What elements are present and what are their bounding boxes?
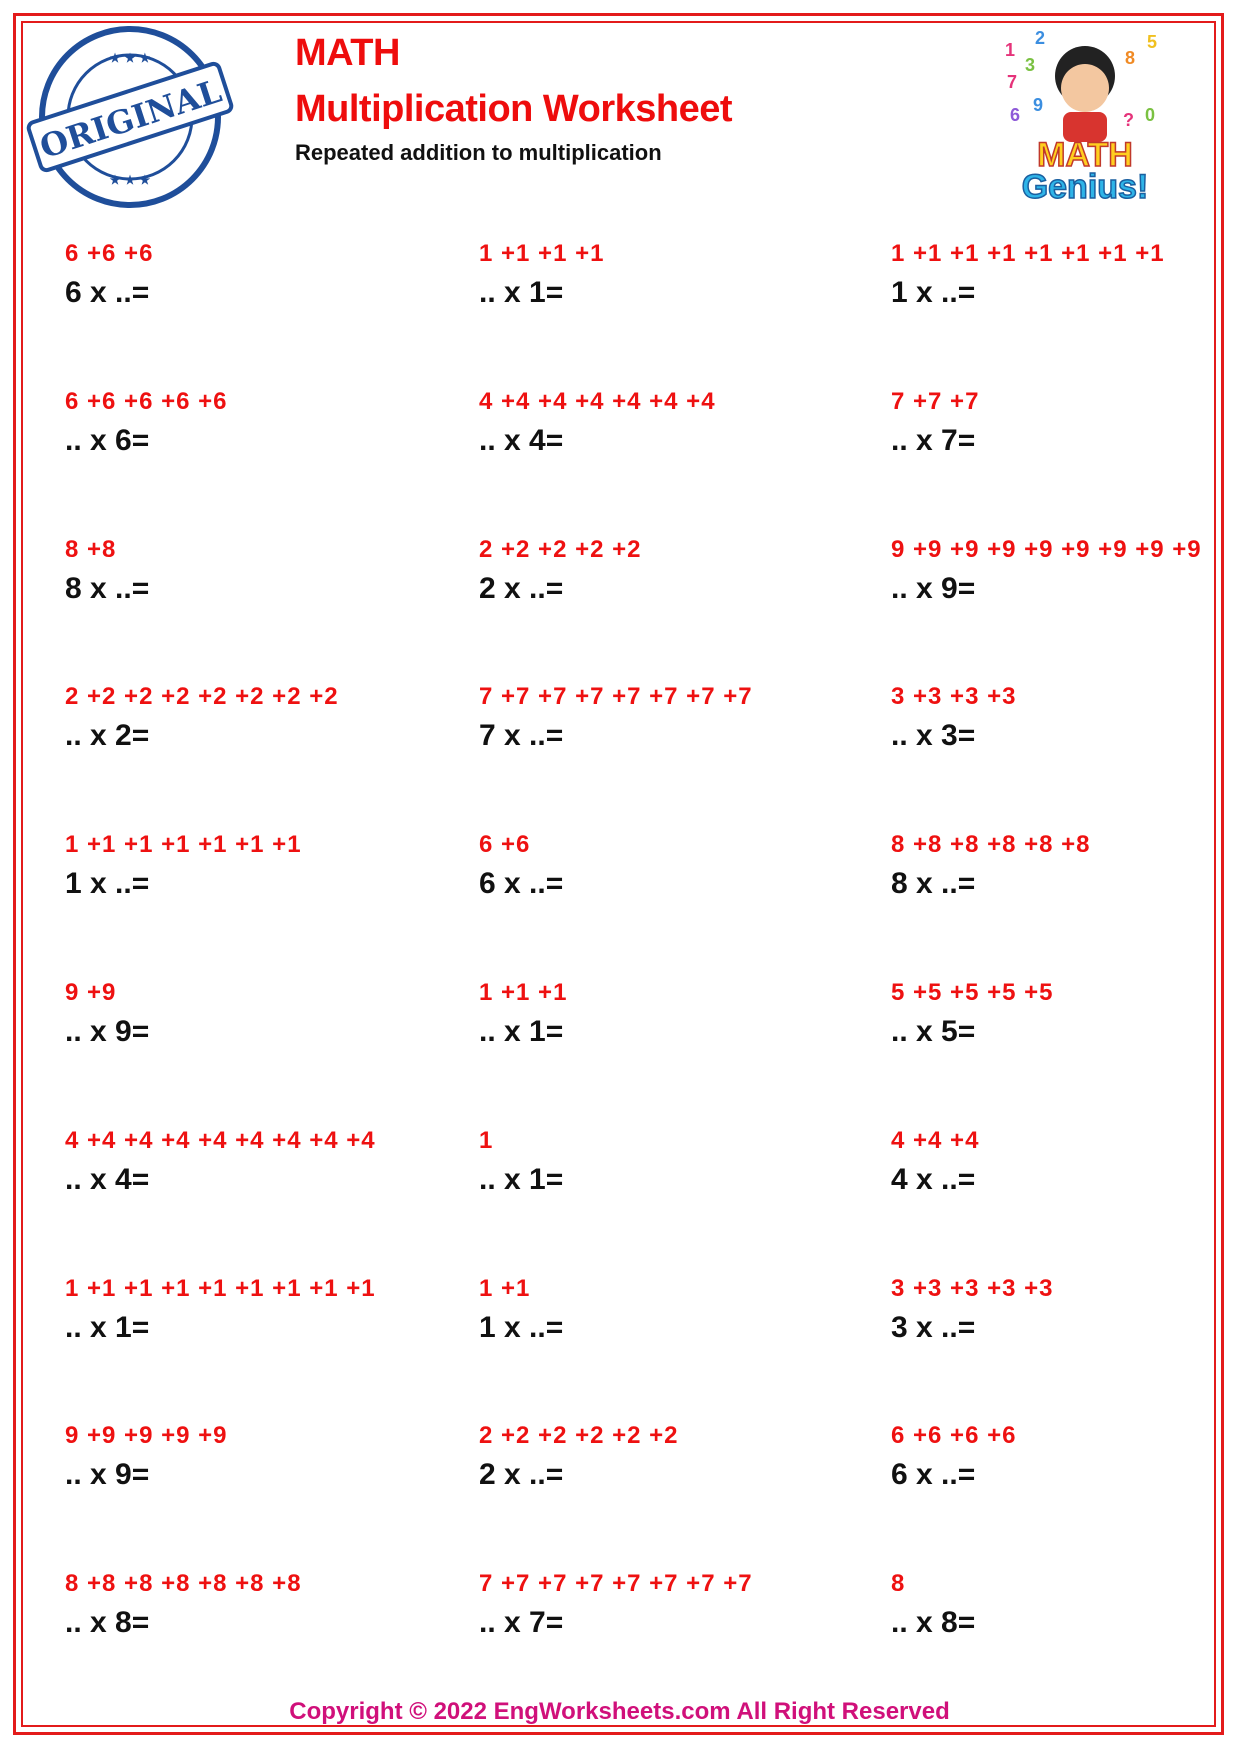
repeated-addition: 2 +2 +2 +2 +2 +2 +2 +2 [65, 683, 339, 711]
multiplication-blank[interactable]: 1 x ..= [65, 867, 150, 901]
problem-item [65, 979, 405, 1049]
problem-item [65, 240, 405, 310]
multiplication-blank[interactable]: 7 x ..= [479, 719, 564, 753]
svg-text:ORIGINAL: ORIGINAL [35, 71, 227, 167]
repeated-addition: 7 +7 +7 +7 +7 +7 +7 +7 [479, 683, 753, 711]
multiplication-blank[interactable]: .. x 1= [479, 1015, 564, 1048]
svg-text:1: 1 [1005, 40, 1016, 60]
repeated-addition: 2 +2 +2 +2 +2 +2 [479, 1422, 679, 1450]
repeated-addition: 1 +1 +1 [479, 979, 568, 1006]
repeated-addition: 4 +4 +4 +4 +4 +4 +4 +4 +4 [65, 1126, 376, 1154]
repeated-addition: 6 +6 +6 [65, 240, 154, 267]
multiplication-blank[interactable]: 4 x ..= [891, 1162, 976, 1196]
problem-item [479, 831, 819, 901]
multiplication-blank[interactable]: 2 x ..= [479, 1458, 564, 1492]
problem-item [891, 683, 1231, 753]
multiplication-blank[interactable]: .. x 8= [891, 1606, 976, 1640]
problem-item [65, 1127, 405, 1197]
svg-text:MATH: MATH [1037, 136, 1133, 174]
problem-item [65, 1570, 405, 1640]
repeated-addition: 6 +6 +6 +6 [891, 1422, 1017, 1450]
repeated-addition: 2 +2 +2 +2 +2 [479, 535, 642, 563]
problem-item [479, 536, 819, 606]
page-subtitle: Repeated addition to multiplication [295, 140, 662, 165]
repeated-addition: 3 +3 +3 +3 +3 [891, 1274, 1054, 1302]
problem-item [479, 240, 819, 310]
multiplication-blank[interactable]: 8 x ..= [65, 571, 150, 605]
repeated-addition: 1 +1 +1 +1 [479, 240, 605, 267]
svg-text:3: 3 [1025, 55, 1036, 75]
multiplication-blank[interactable]: .. x 4= [65, 1162, 150, 1196]
svg-text:2: 2 [1035, 28, 1046, 48]
repeated-addition: 9 +9 +9 +9 +9 +9 +9 +9 +9 [891, 535, 1202, 563]
multiplication-blank[interactable]: .. x 3= [891, 719, 976, 753]
repeated-addition: 8 +8 +8 +8 +8 +8 [891, 831, 1091, 859]
repeated-addition: 9 +9 +9 +9 +9 [65, 1422, 228, 1450]
problem-item [479, 388, 819, 458]
repeated-addition: 6 +6 [479, 831, 531, 859]
problem-item [479, 683, 819, 753]
multiplication-blank[interactable]: .. x 6= [65, 423, 150, 457]
multiplication-blank[interactable]: .. x 9= [65, 1458, 150, 1492]
problem-item [479, 1275, 819, 1345]
problem-item [65, 536, 405, 606]
multiplication-blank[interactable]: .. x 8= [65, 1606, 150, 1640]
multiplication-blank[interactable]: .. x 1= [65, 1310, 150, 1344]
repeated-addition: 1 +1 +1 +1 +1 +1 +1 +1 [891, 240, 1165, 267]
page-title: Multiplication Worksheet [295, 88, 733, 130]
original-stamp-logo [25, 22, 235, 212]
svg-text:★ ★ ★: ★ ★ ★ [109, 51, 151, 65]
multiplication-blank[interactable]: 2 x ..= [479, 571, 564, 605]
svg-text:0: 0 [1145, 105, 1156, 125]
repeated-addition: 3 +3 +3 +3 [891, 683, 1017, 711]
svg-text:9: 9 [1033, 95, 1044, 115]
multiplication-blank[interactable]: 6 x ..= [891, 1458, 976, 1492]
multiplication-blank[interactable]: .. x 2= [65, 719, 150, 753]
svg-text:★ ★ ★: ★ ★ ★ [109, 173, 151, 187]
multiplication-blank[interactable]: .. x 7= [891, 423, 976, 457]
multiplication-blank[interactable]: 3 x ..= [891, 1310, 976, 1344]
multiplication-blank[interactable]: 8 x ..= [891, 867, 976, 901]
repeated-addition: 7 +7 +7 [891, 387, 980, 415]
copyright-footer: Copyright © 2022 EngWorksheets.com All Right Reserved [289, 1698, 950, 1725]
problem-item [65, 388, 405, 458]
repeated-addition: 8 [891, 1570, 906, 1598]
svg-text:8: 8 [1125, 48, 1136, 68]
multiplication-blank[interactable]: .. x 5= [891, 1015, 976, 1048]
problem-item [891, 536, 1231, 606]
problem-item [891, 1422, 1231, 1492]
problem-item [65, 1422, 405, 1492]
repeated-addition: 8 +8 +8 +8 +8 +8 +8 [65, 1570, 302, 1598]
problem-item [891, 1275, 1231, 1345]
repeated-addition: 1 [479, 1126, 494, 1154]
problem-item [65, 1275, 405, 1345]
svg-text:5: 5 [1147, 32, 1158, 52]
multiplication-blank[interactable]: 1 x ..= [891, 276, 976, 309]
repeated-addition: 4 +4 +4 +4 +4 +4 +4 [479, 387, 716, 415]
problem-item [891, 979, 1231, 1049]
problem-item [479, 979, 819, 1049]
multiplication-blank[interactable]: 6 x ..= [479, 867, 564, 901]
problem-item [891, 831, 1231, 901]
math-genius-logo [995, 26, 1190, 211]
repeated-addition: 4 +4 +4 [891, 1126, 980, 1154]
problem-item [479, 1127, 819, 1197]
svg-text:6: 6 [1010, 105, 1021, 125]
problem-item [891, 1570, 1231, 1640]
svg-text:Genius!: Genius! [1021, 168, 1149, 206]
problem-item [479, 1570, 819, 1640]
multiplication-blank[interactable]: .. x 4= [479, 423, 564, 457]
multiplication-blank[interactable]: .. x 9= [891, 571, 976, 605]
problem-item [891, 1127, 1231, 1197]
repeated-addition: 6 +6 +6 +6 +6 [65, 387, 228, 415]
problem-item [65, 683, 405, 753]
multiplication-blank[interactable]: 6 x ..= [65, 276, 150, 309]
multiplication-blank[interactable]: .. x 9= [65, 1015, 150, 1048]
repeated-addition: 1 +1 [479, 1274, 531, 1302]
repeated-addition: 8 +8 [65, 535, 117, 563]
multiplication-blank[interactable]: .. x 7= [479, 1606, 564, 1640]
repeated-addition: 7 +7 +7 +7 +7 +7 +7 +7 [479, 1570, 753, 1598]
multiplication-blank[interactable]: 1 x ..= [479, 1310, 564, 1344]
problem-item [65, 831, 405, 901]
problem-item [479, 1422, 819, 1492]
svg-text:7: 7 [1007, 72, 1018, 92]
repeated-addition: 1 +1 +1 +1 +1 +1 +1 +1 +1 [65, 1274, 376, 1302]
problem-item [891, 240, 1231, 310]
repeated-addition: 1 +1 +1 +1 +1 +1 +1 [65, 831, 302, 859]
title-math: MATH [295, 32, 400, 74]
repeated-addition: 5 +5 +5 +5 +5 [891, 979, 1054, 1006]
repeated-addition: 9 +9 [65, 979, 117, 1006]
multiplication-blank[interactable]: .. x 1= [479, 276, 564, 309]
multiplication-blank[interactable]: .. x 1= [479, 1162, 564, 1196]
svg-text:?: ? [1123, 110, 1134, 130]
problem-item [891, 388, 1231, 458]
